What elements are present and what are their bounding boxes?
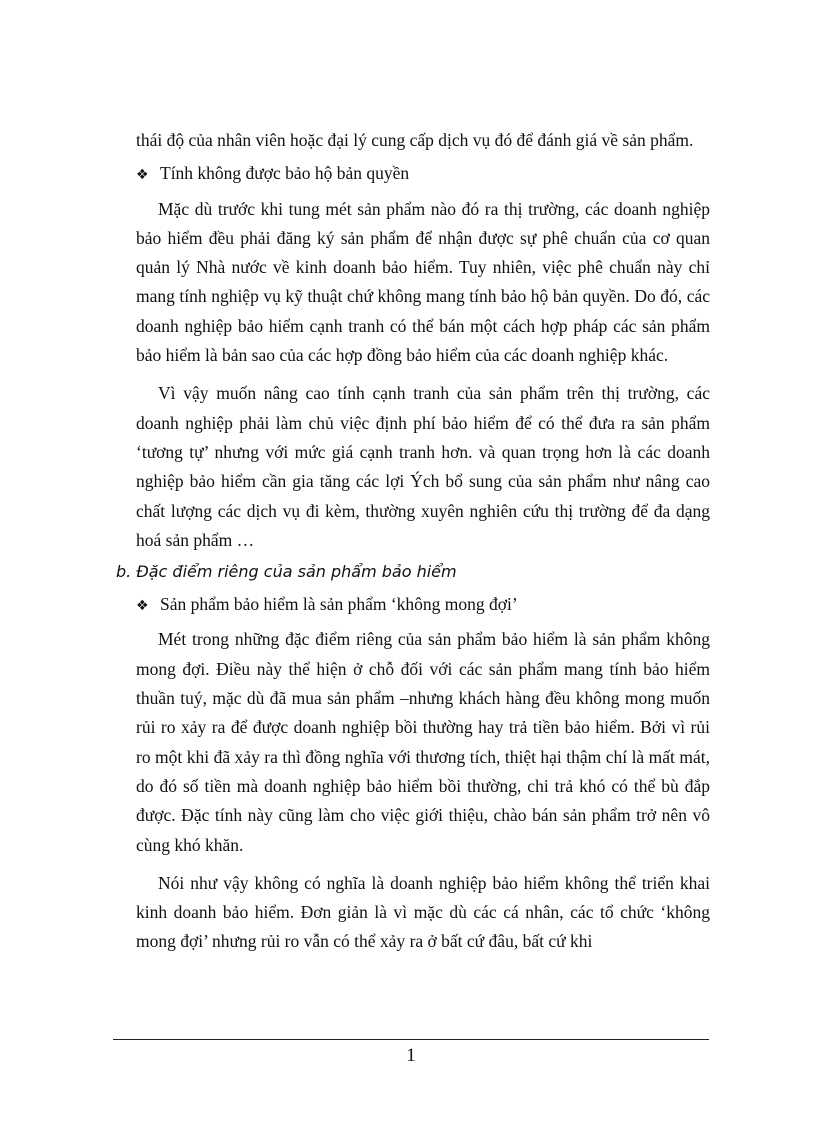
paragraph-unexpected-1: Mét trong những đặc điểm riêng của sản phẩm bảo hiểm là sản phẩm không mong đợi. Điều này thể hiện ở chỗ đối với các sản phẩm mang tính bảo hiểm thuần tuý, mặc dù đã mua sản phẩm –nhưng khách hàng đều không mong muốn rủi ro xảy ra để được doanh nghiệp bồi thường hay trả tiền bảo hiểm. Bởi vì rủi ro một khi đã xảy ra thì đồng nghĩa với thương tích, thiệt hại thậm chí là mất mát, do đó số tiền mà doanh nghiệp bảo hiểm bồi thường, chi trả khó có thể bù đắp được. Đặc tính này cũng làm cho việc giới thiệu, chào bán sản phẩm trở nên vô cùng khó khăn.	[136, 629, 710, 855]
bullet-heading-unexpected-text: Sản phẩm bảo hiểm là sản phẩm ‘không mong đợi’	[160, 594, 518, 615]
diamond-bullet-icon: ❖	[136, 167, 149, 184]
footer-divider	[113, 1039, 709, 1040]
paragraph-copyright-2: Vì vậy muốn nâng cao tính cạnh tranh của sản phẩm trên thị trường, các doanh nghiệp phải làm chủ việc định phí bảo hiểm để có thể đưa ra sản phẩm ‘tương tự’ nhưng với mức giá cạnh tranh hơn. và quan trọng hơn là các doanh nghiệp bảo hiểm cần gia tăng các lợi Ých bổ sung của sản phẩm như nâng cao chất lượng các dịch vụ đi kèm, thường xuyên nghiên cứu thị trường để đa dạng hoá sản phẩm …	[136, 383, 710, 550]
document-page	[116, 126, 710, 957]
paragraph-copyright-1: Mặc dù trước khi tung mét sản phẩm nào đó ra thị trường, các doanh nghiệp bảo hiểm đều phải đăng ký sản phẩm để nhận được sự phê chuẩn của cơ quan quản lý Nhà nước về kinh doanh bảo hiểm. Tuy nhiên, việc phê chuẩn này chỉ mang tính nghiệp vụ kỹ thuật chứ không mang tính bảo hộ bản quyền. Do đó, các doanh nghiệp bảo hiểm cạnh tranh có thể bán một cách hợp pháp các sản phẩm bảo hiểm là bản sao của các hợp đồng bảo hiểm của các doanh nghiệp khác.	[136, 198, 710, 366]
paragraph-intro: thái độ của nhân viên hoặc đại lý cung cấp dịch vụ đó để đánh giá về sản phẩm.	[136, 130, 694, 150]
subheading-b: b. Đặc điểm riêng của sản phẩm bảo hiểm	[116, 562, 457, 582]
paragraph-unexpected-2: Nói như vậy không có nghĩa là doanh nghiệp bảo hiểm không thể triển khai kinh doanh bảo hiểm. Đơn giản là vì mặc dù các cá nhân, các tổ chức ‘không mong đợi’ nhưng rủi ro vẫn có thể xảy ra ở bất cứ đâu, bất cứ khi	[136, 872, 710, 952]
diamond-bullet-icon: ❖	[136, 598, 149, 615]
bullet-heading-copyright-text: Tính không được bảo hộ bản quyền	[160, 163, 410, 184]
page-number: 1	[406, 1045, 416, 1066]
bullet-heading-unexpected	[136, 590, 710, 621]
bullet-heading-copyright	[136, 159, 710, 190]
